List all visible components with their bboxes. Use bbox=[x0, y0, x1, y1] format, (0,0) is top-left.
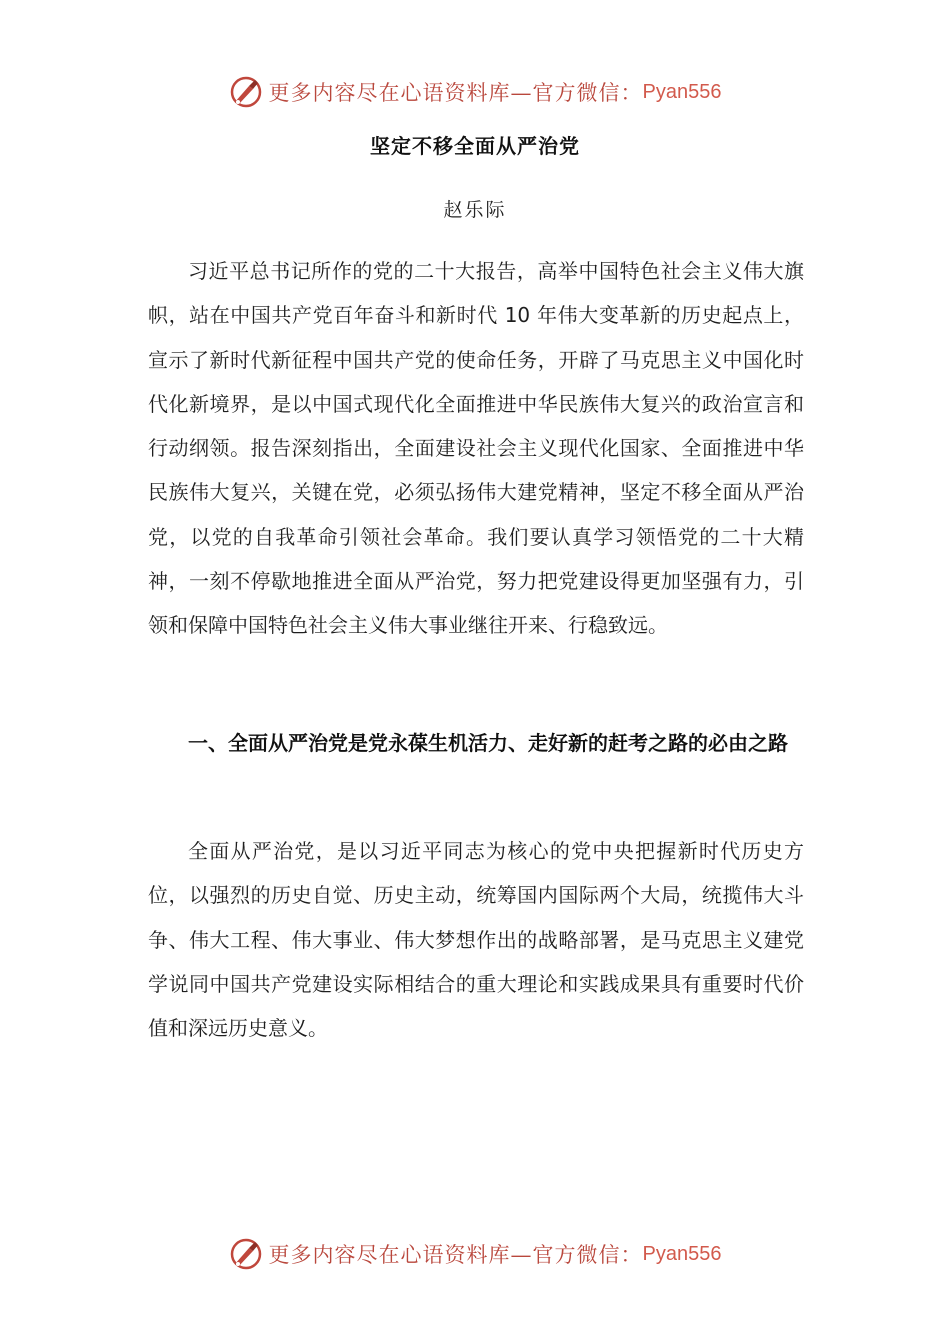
footer-banner bbox=[0, 1232, 950, 1276]
header-banner bbox=[0, 70, 950, 114]
pen-logo-icon bbox=[229, 1237, 263, 1271]
document-author: 赵乐际 bbox=[443, 199, 507, 221]
document-title: 坚定不移全面从严治党 bbox=[370, 134, 580, 158]
section-heading: 一、全面从严治党是党永葆生机活力、走好新的赶考之路的必由之路 bbox=[188, 731, 788, 755]
banner-contact: Pyan556 bbox=[642, 1242, 722, 1265]
banner-contact: Pyan556 bbox=[642, 80, 722, 103]
body-paragraph-1: 习近平总书记所作的党的二十大报告，高举中国特色社会主义伟大旗帜，站在中国共产党百年奋斗和新时代 10 年伟大变革新的历史起点上，宣示了新时代新征程中国共产党的使命任务，开辟了马克思主义中国化时代化新境界，是以中国式现代化全面推进中华民族伟大复兴的政治宣言和行动纲领。报告深刻指出，全面建设社会主义现代化国家、全面推进中华民族伟大复兴，关键在党，必须弘扬伟大建党精神，坚定不移全面从严治党，以党的自我革命引领社会革命。我们要认真学习领悟党的二十大精神，一刻不停歇地推进全面从严治党，努力把党建设得更加坚强有力，引领和保障中国特色社会主义伟大事业继往开来、行稳致远。 bbox=[148, 259, 804, 638]
banner-text: 更多内容尽在心语资料库—官方微信： bbox=[268, 81, 643, 105]
pen-logo-icon bbox=[229, 75, 263, 109]
body-paragraph-2: 全面从严治党，是以习近平同志为核心的党中央把握新时代历史方位，以强烈的历史自觉、历史主动，统筹国内国际两个大局，统揽伟大斗争、伟大工程、伟大事业、伟大梦想作出的战略部署，是马克思主义建党学说同中国共产党建设实际相结合的重大理论和实践成果具有重要时代价值和深远历史意义。 bbox=[148, 839, 804, 1041]
banner-text: 更多内容尽在心语资料库—官方微信： bbox=[268, 1243, 643, 1267]
